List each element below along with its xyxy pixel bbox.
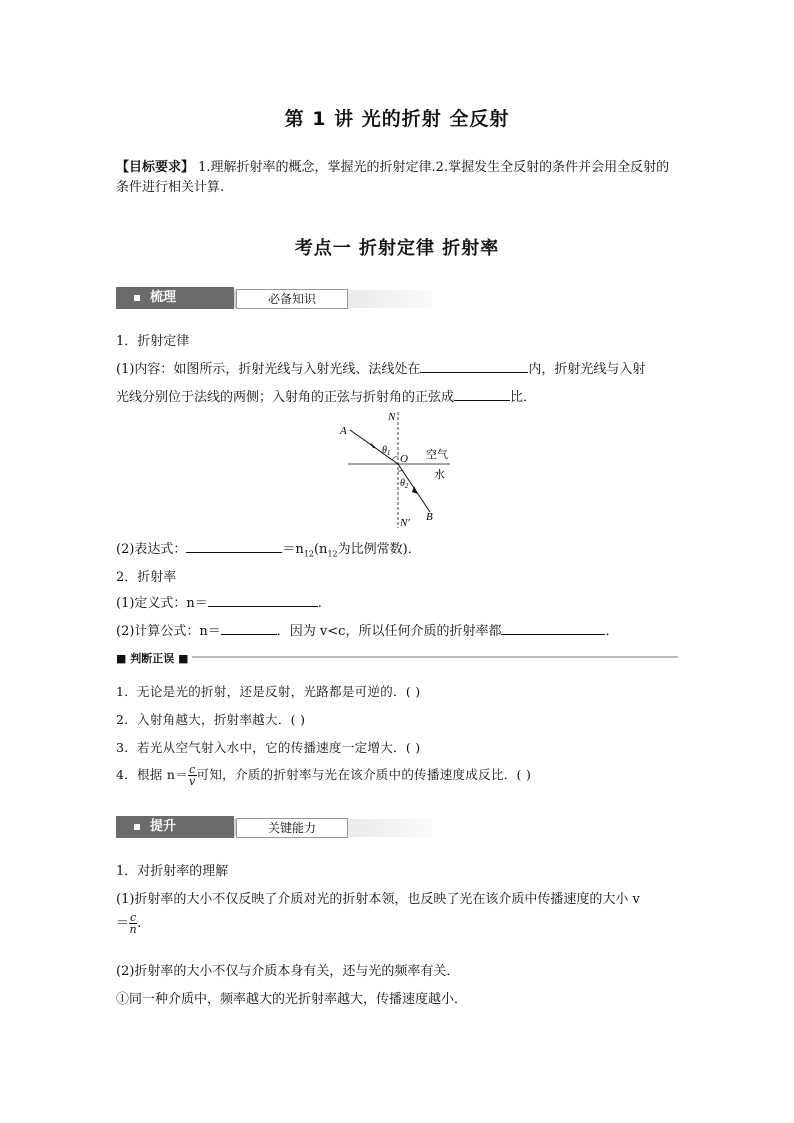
p3-heading: 1．对折射率的理解 <box>116 864 229 879</box>
label-A: A <box>340 425 347 437</box>
blank-ratio[interactable] <box>454 387 510 401</box>
blank-calc[interactable] <box>221 621 277 635</box>
p1-content-line2: 光线分别位于法线的两侧；入射角的正弦与折射角的正弦成 比． <box>116 386 536 405</box>
blank-plane[interactable] <box>420 359 528 373</box>
banner-improve <box>116 816 432 840</box>
label-water: 水 <box>434 468 445 481</box>
p1-content-line1: (1)内容：如图所示，折射光线与入射光线、法线处在 内，折射光线与入射 <box>116 358 645 377</box>
section-title: 考点一 折射定律 折射率 <box>294 238 500 259</box>
p1-expression: (2)表达式： $=n_{12}(n_{12}$为比例常数)． <box>116 538 421 559</box>
theta1-arc <box>392 456 398 460</box>
judge-item-2: 2．入射角越大，折射率越大．( ) <box>116 712 306 727</box>
square-icon <box>134 295 140 301</box>
objective-paragraph <box>116 158 678 198</box>
judge-label: ■ 判断正误 ■ <box>116 652 189 665</box>
p1-heading: 1．折射定律 <box>116 334 190 349</box>
label-theta1: $\theta_1$ <box>382 445 391 457</box>
fraction-c-over-v: $\frac{c}{v}$ <box>189 763 196 788</box>
blank-definition[interactable] <box>208 593 318 607</box>
p2-calculation: (2)计算公式：n＝ ．因为 v<c，所以任何介质的折射率都 ． <box>116 620 618 639</box>
banner-dark-label: 梳理 <box>116 287 234 309</box>
judge-item-1: 1．无论是光的折射，还是反射，光路都是可逆的．( ) <box>116 684 421 699</box>
p2-heading: 2．折射率 <box>116 570 177 585</box>
p3-line-d: ①同一种介质中，频率越大的光折射率越大，传播速度越小． <box>116 992 468 1007</box>
label-N-prime: N′ <box>400 517 410 529</box>
p3-line-a: (1)折射率的大小不仅反映了介质对光的折射本领，也反映了光在该介质中传播速度的大小 v <box>116 892 640 907</box>
banner-dark-label: 提升 <box>116 816 234 838</box>
square-icon <box>134 824 140 830</box>
objective-text: 1.理解折射率的概念，掌握光的折射定律.2.掌握发生全反射的条件并会用全反射的条件进行相关计算. <box>116 160 670 195</box>
p2-definition: (1)定义式：n＝ . <box>116 592 322 611</box>
p3-line-b: ＝ $\frac{c}{n}$ . <box>116 911 142 936</box>
label-N: N <box>388 411 396 423</box>
p3-line-c: (2)折射率的大小不仅与介质本身有关，还与光的频率有关． <box>116 964 460 979</box>
banner-review <box>116 287 432 311</box>
blank-greater[interactable] <box>501 621 605 635</box>
banner-light-label: 必备知识 <box>236 289 348 309</box>
label-O: O <box>400 453 408 465</box>
label-theta2: $\theta_2$ <box>400 478 409 490</box>
refraction-figure <box>330 408 470 532</box>
judge-item-4: 4．根据 n＝ $\frac{c}{v}$ 可知，介质的折射率与光在该介质中的传播速度成反比．( ) <box>116 763 532 788</box>
judge-divider <box>192 656 678 658</box>
objective-tag: 【目标要求】 <box>116 160 195 175</box>
label-B: B <box>426 511 433 523</box>
blank-expression[interactable] <box>186 539 282 553</box>
page-title: 第 1 讲 光的折射 全反射 <box>284 108 510 130</box>
judge-header <box>116 650 678 664</box>
fraction-c-over-n: $\frac{c}{n}$ <box>129 911 137 936</box>
label-air: 空气 <box>426 448 448 461</box>
banner-light-label: 关键能力 <box>236 818 348 838</box>
judge-item-3: 3．若光从空气射入水中，它的传播速度一定增大．( ) <box>116 740 421 755</box>
